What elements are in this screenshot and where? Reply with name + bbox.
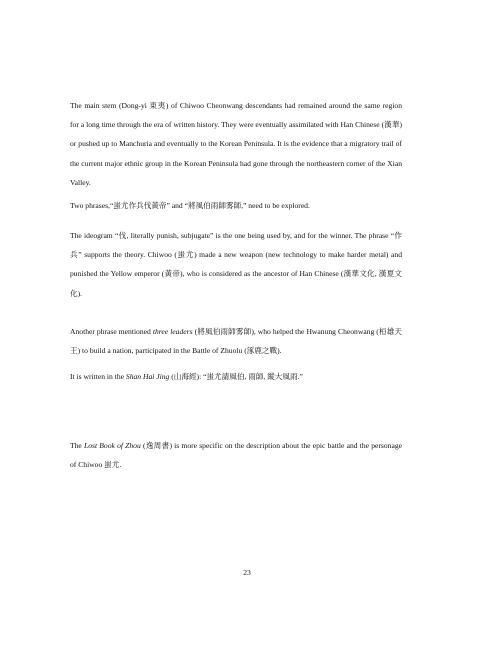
paragraph-shan-hai-jing-text-before: It is written in the (70, 372, 126, 381)
paragraph-three-leaders-text-after: (將風伯雨師雾師), who helped the Hwanung Cheonwang (桓雄天王) to build a nation, participated in the Battle of Zhuolu (涿鹿之戰). (70, 327, 403, 356)
paragraph-lost-book-of-zhou (70, 436, 402, 474)
three-leaders-italic: three leaders (152, 327, 193, 336)
paragraph-three-leaders-text-before: Another phrase mentioned (70, 327, 153, 336)
shan-hai-jing-title: Shan Hai Jing (125, 372, 170, 381)
paragraph-lost-book-text-before: The (70, 441, 84, 450)
paragraph-shan-hai-jing-text-after: (山海經): “蚩尤請風伯, 雨師, 縱大風雨.” (169, 372, 303, 381)
paragraph-dong-yi-stem: The main stem (Dong-yi 東夷) of Chiwoo Cheonwang descendants had remained around the same region for a long time through the era of written history. They were eventually assimilated with Han Chinese (漢華) or pushed up to Manchuria and eventually to the Korean Peninsula. It is the evidence that a migratory trail of the current major ethnic group in the Korean Peninsula had gone through the northeastern corner of the Xian Valley. (70, 101, 402, 187)
lost-book-of-zhou-title: Lost Book of Zhou (84, 441, 141, 450)
paragraph-three-leaders (70, 322, 402, 360)
paragraph-two-phrases: Two phrases,“蚩尤作兵伐黃帝” and “將風伯雨師雾師,” need to be explored. (70, 201, 310, 210)
paragraph-shan-hai-jing (70, 367, 402, 386)
paragraph-ideogram: The ideogram “伐, literally punish, subjugate” is the one being used by, and for the winner. The phrase “作兵” supports the theory. Chiwoo (蚩尤) made a new weapon (new technology to make harder metal) and punished the Yellow emperor (黃帝), who is considered as the ancestor of Han Chinese (漢華文化, 漢夏文化). (70, 231, 402, 298)
page-number: 23 (243, 568, 251, 577)
paragraph-lost-book-text-after: (逸周書) is more specific on the description about the epic battle and the personage of Chiwoo 蚩尤. (70, 441, 402, 470)
